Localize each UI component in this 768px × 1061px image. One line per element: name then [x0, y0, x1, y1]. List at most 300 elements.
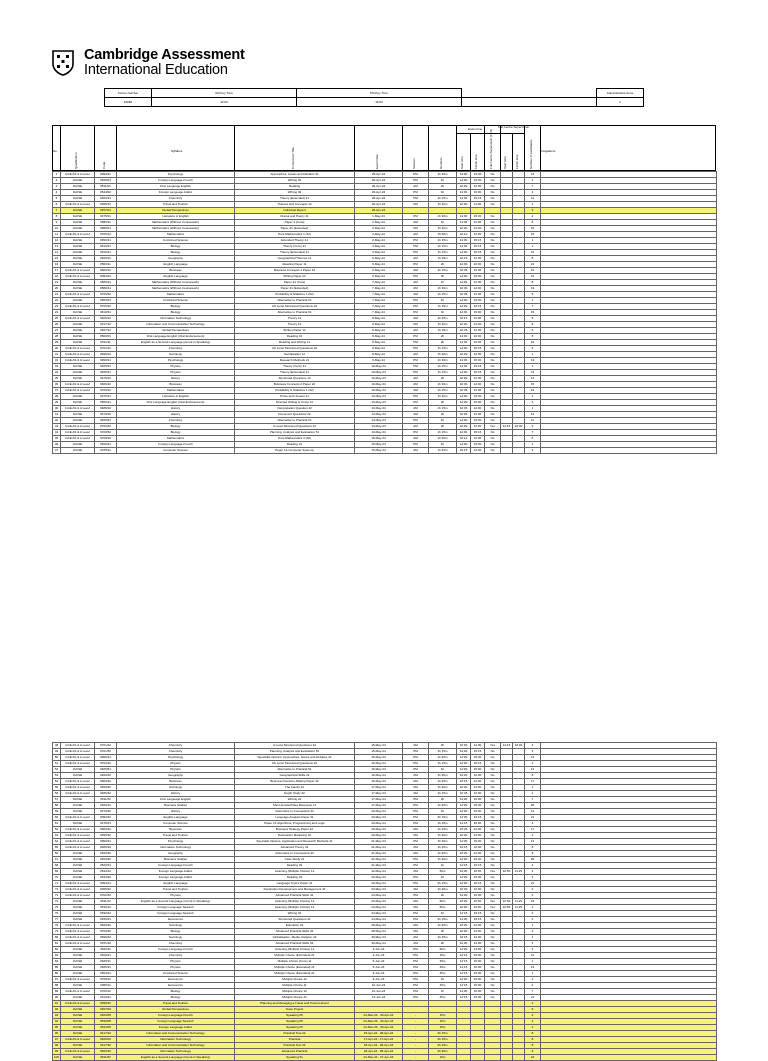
table-cell: 8-May-24	[355, 328, 403, 334]
table-cell: 7-May-24	[355, 280, 403, 286]
table-cell: Travel and Tourism	[117, 1001, 235, 1007]
table-cell: GCE AS & A Level	[61, 172, 95, 178]
table-cell: 92	[53, 1007, 61, 1013]
table-cell: 14	[525, 376, 541, 382]
table-cell: 0610/61	[95, 310, 117, 316]
table-cell: 22-May-24	[355, 881, 403, 887]
table-cell: 10:15	[457, 316, 471, 322]
table-cell: No	[485, 352, 501, 358]
table-row	[53, 448, 717, 454]
table-cell: IGCSE	[61, 376, 95, 382]
table-cell: 13	[525, 172, 541, 178]
admin-zone-label: Administrative Zone	[597, 89, 644, 98]
table-row	[53, 1055, 717, 1061]
table-cell: AM	[403, 448, 429, 454]
table-cell: 1h	[429, 989, 457, 995]
table-cell: 3	[525, 743, 541, 749]
table-cell: IGCSE	[61, 310, 95, 316]
table-cell: 1	[525, 364, 541, 370]
table-cell: 30-May-24	[355, 941, 403, 947]
table-cell: AM	[403, 791, 429, 797]
table-cell: Literature in English	[117, 214, 235, 220]
table-cell: 98	[53, 1043, 61, 1049]
table-cell: Business Decision-Making Paper 32	[235, 779, 355, 785]
table-cell: 48	[53, 743, 61, 749]
table-cell: -	[403, 1043, 429, 1049]
table-cell: 0520/21	[95, 442, 117, 448]
table-cell: 33	[53, 364, 61, 370]
table-cell: Chemistry	[117, 743, 235, 749]
table-cell: PM	[403, 875, 429, 881]
table-cell: 2h 15m	[429, 1031, 457, 1037]
table-cell: 0544/05	[95, 1025, 117, 1031]
table-cell: 12:00	[471, 941, 485, 947]
column-header-5: Exam Date	[375, 154, 379, 169]
table-cell: 15	[525, 382, 541, 388]
table-cell: 1h 30m	[429, 394, 457, 400]
table-cell: 1h 30m	[429, 172, 457, 178]
table-cell: 62	[53, 827, 61, 833]
table-cell: A Level Structured Questions 42	[235, 424, 355, 430]
table-cell: 14:00	[457, 250, 471, 256]
table-cell: 10:45	[457, 292, 471, 298]
table-cell: Specialist Options: Application and Research Methods 31	[235, 839, 355, 845]
table-cell: PM	[403, 244, 429, 250]
table-cell: 0460/12	[95, 256, 117, 262]
table-cell: 18-Apr-24 - 28-Apr-24	[355, 1049, 403, 1055]
table-cell: 10:30	[457, 833, 471, 839]
table-cell: IGCSE	[61, 226, 95, 232]
table-cell: 2	[525, 1025, 541, 1031]
table-cell: 55	[53, 785, 61, 791]
table-cell: 3	[525, 749, 541, 755]
table-cell: AM	[403, 869, 429, 875]
table-cell: Advanced Practical Skills 32	[235, 929, 355, 935]
table-cell: Reading 32	[235, 863, 355, 869]
table-cell: 12:00	[471, 851, 485, 857]
table-cell: GCE AS & A Level	[61, 274, 95, 280]
table-cell: 0460/42	[95, 851, 117, 857]
table-cell: English as a Second Language (Count-in Speaking)	[117, 899, 235, 905]
table-cell: 83	[53, 953, 61, 959]
table-cell: 14:00	[457, 400, 471, 406]
table-cell: 20-May-24	[355, 821, 403, 827]
table-cell: Listening (Multiple Choice) 11	[235, 947, 355, 953]
table-cell: No	[485, 400, 501, 406]
table-cell: A Level Structured Questions 42	[235, 743, 355, 749]
table-cell: 84	[53, 959, 61, 965]
table-cell: 2h	[429, 797, 457, 803]
table-cell: 12:00	[471, 328, 485, 334]
table-cell: 2	[525, 190, 541, 196]
table-cell: First Language English	[117, 184, 235, 190]
table-cell: 10:00	[457, 869, 471, 875]
table-cell: PM	[403, 400, 429, 406]
table-cell: Physics	[117, 761, 235, 767]
table-cell: No	[485, 274, 501, 280]
table-cell: 64	[53, 839, 61, 845]
table-cell: 50m	[429, 947, 457, 953]
table-cell: IGCSE	[61, 412, 95, 418]
table-cell: Business	[117, 382, 235, 388]
table-cell	[513, 448, 525, 454]
table-cell: IGCSE	[61, 334, 95, 340]
table-cell: AM	[403, 286, 429, 292]
table-cell: Theory 12	[235, 322, 355, 328]
table-cell: 01-Mar-24 - 30-Apr-24	[355, 1025, 403, 1031]
table-cell: 85	[53, 965, 61, 971]
table-cell: 15-May-24	[355, 743, 403, 749]
table-cell: 1h	[429, 767, 457, 773]
table-cell: 25-Apr-24	[355, 172, 403, 178]
table-cell: 34	[53, 370, 61, 376]
table-cell: 11	[525, 953, 541, 959]
table-cell: Paper 1A Computer Systems	[235, 448, 355, 454]
table-cell: Listening (Multiple Choice) 12	[235, 869, 355, 875]
table-cell: IGCSE	[61, 238, 95, 244]
table-cell: 10:00	[457, 899, 471, 905]
table-cell	[513, 1055, 525, 1061]
table-cell: 12:00	[471, 382, 485, 388]
table-cell: GCE AS & A Level	[61, 388, 95, 394]
table-cell: 9702/42	[95, 893, 117, 899]
table-cell: AM	[403, 322, 429, 328]
table-cell: 1h	[429, 442, 457, 448]
table-cell: 01-Mar-24 - 30-Apr-24	[355, 1019, 403, 1025]
table-cell: 10:50	[471, 869, 485, 875]
table-cell: PM	[403, 214, 429, 220]
table-cell: 2	[525, 887, 541, 893]
table-cell: 15:15	[471, 304, 485, 310]
table-cell: Yes	[485, 905, 501, 911]
table-cell: Physics	[117, 893, 235, 899]
table-cell: 78	[53, 923, 61, 929]
table-cell: 15:15	[471, 761, 485, 767]
table-cell: 01-Mar-24 - 30-Apr-24	[355, 1013, 403, 1019]
table-cell: 2	[525, 1019, 541, 1025]
table-cell: 1h 30m	[429, 923, 457, 929]
table-cell: No	[485, 839, 501, 845]
column-header-3: Syllabus	[171, 149, 183, 153]
table-cell: 6	[525, 929, 541, 935]
table-cell: 1h	[429, 809, 457, 815]
table-cell: 16-May-24	[355, 779, 403, 785]
table-cell: 50m	[429, 869, 457, 875]
table-cell: IGCSE	[61, 1007, 95, 1013]
column-header	[52, 125, 716, 171]
table-cell: IGCSE	[61, 1025, 95, 1031]
table-cell: 16	[53, 262, 61, 268]
table-cell: 79	[53, 929, 61, 935]
table-cell: Foreign Language Spanish	[117, 905, 235, 911]
table-cell: 9699/32	[95, 923, 117, 929]
table-cell: 1	[525, 406, 541, 412]
table-cell: Probability & Statistics 1 (52)	[235, 292, 355, 298]
table-cell: 94	[53, 1019, 61, 1025]
table-cell: 12:00	[471, 791, 485, 797]
table-cell: Alternative to Practical 61	[235, 298, 355, 304]
table-cell: No	[485, 448, 501, 454]
am-key-time-label: AM Key Time	[152, 89, 297, 98]
table-cell: No	[485, 791, 501, 797]
table-cell: Research Methods 21	[235, 358, 355, 364]
table-cell: 37	[53, 388, 61, 394]
table-cell: Chemistry	[117, 941, 235, 947]
table-cell: 5-Jun-24	[355, 959, 403, 965]
table-cell: 7-May-24	[355, 310, 403, 316]
table-cell: 8	[525, 220, 541, 226]
table-cell: 14:00	[457, 418, 471, 424]
am-key-time-value: 12:00	[152, 98, 297, 107]
table-cell: 18	[53, 274, 61, 280]
table-cell: 7	[525, 430, 541, 436]
table-cell: 2	[525, 202, 541, 208]
table-cell: 14:00	[457, 178, 471, 184]
table-cell: AM	[403, 785, 429, 791]
table-cell: 16:00	[471, 340, 485, 346]
table-cell: 9700/42	[95, 424, 117, 430]
table-cell: Alternative to Practical 61	[235, 418, 355, 424]
table-cell: AM	[403, 202, 429, 208]
table-cell: Pure Mathematics 3 (32)	[235, 436, 355, 442]
table-cell: 26	[525, 803, 541, 809]
table-cell	[485, 1055, 501, 1061]
table-cell: Paper 31 (Core)	[235, 280, 355, 286]
table-cell: 16-May-24	[355, 761, 403, 767]
table-cell: GCE AS & A Level	[61, 232, 95, 238]
table-cell: 1h	[429, 977, 457, 983]
table-cell: PM	[403, 989, 429, 995]
table-cell: 10:30	[457, 773, 471, 779]
column-header-2: Code	[102, 161, 106, 169]
table-cell: 0580/41	[95, 286, 117, 292]
table-cell: 19	[525, 388, 541, 394]
table-cell: 10:00	[457, 184, 471, 190]
table-cell: 15:00	[471, 178, 485, 184]
table-cell: 50m	[429, 899, 457, 905]
table-cell: No	[485, 178, 501, 184]
table-cell: 12:00	[471, 256, 485, 262]
table-cell: GCE AS & A Level	[61, 406, 95, 412]
table-cell: 1h 15m	[429, 304, 457, 310]
table-cell: 2	[525, 893, 541, 899]
table-cell: Reading Paper 11	[235, 262, 355, 268]
table-cell: 9609/42	[95, 827, 117, 833]
table-cell: 15:30	[471, 358, 485, 364]
table-cell: PM	[403, 815, 429, 821]
table-cell: 8-May-24	[355, 334, 403, 340]
table-cell: No	[485, 418, 501, 424]
table-cell: Advanced Practical Skills 42	[235, 893, 355, 899]
table-cell: AM	[403, 887, 429, 893]
table-cell: 3-May-24	[355, 244, 403, 250]
table-cell: 1h 15m	[429, 238, 457, 244]
table-cell: PM	[403, 172, 429, 178]
table-cell: 50	[53, 755, 61, 761]
table-cell: 3	[53, 184, 61, 190]
table-cell: 12:00	[471, 743, 485, 749]
table-cell: 13-May-24	[355, 406, 403, 412]
table-cell: Economics	[117, 917, 235, 923]
table-cell: 93	[53, 1013, 61, 1019]
table-cell: Foreign Language French	[117, 1013, 235, 1019]
table-cell: 8	[525, 280, 541, 286]
table-cell: 4	[525, 863, 541, 869]
table-cell: 24-May-24	[355, 905, 403, 911]
table-cell: 10-Jun-24	[355, 983, 403, 989]
table-cell: 12:00	[471, 292, 485, 298]
table-cell: Mathematics (Without Coursework)	[117, 220, 235, 226]
table-cell: Individual Report	[235, 208, 355, 214]
table-cell: 58	[53, 803, 61, 809]
table-cell: 0610/31	[95, 244, 117, 250]
table-cell: 9709/32	[95, 436, 117, 442]
table-cell: No	[485, 172, 501, 178]
table-cell: 0457/01	[95, 208, 117, 214]
table-cell: 12:00	[471, 220, 485, 226]
table-cell: 15:00	[471, 298, 485, 304]
table-cell: Biology	[117, 310, 235, 316]
table-cell: 14:00	[457, 262, 471, 268]
table-cell: No	[485, 953, 501, 959]
table-cell: 15:00	[471, 875, 485, 881]
table-cell: Socialisation 12	[235, 352, 355, 358]
table-cell: 19	[525, 1055, 541, 1061]
table-cell: GCE AS & A Level	[61, 346, 95, 352]
table-cell: 14	[53, 250, 61, 256]
table-cell: 26	[53, 322, 61, 328]
table-cell: No	[485, 773, 501, 779]
table-cell: 21	[525, 262, 541, 268]
table-cell: 17-May-24	[355, 785, 403, 791]
table-cell: 1h	[429, 190, 457, 196]
table-cell: GCE AS & A Level	[61, 833, 95, 839]
table-cell: 1	[525, 244, 541, 250]
table-cell: Prose and Unseen 21	[235, 394, 355, 400]
column-header-9: Finish time	[474, 154, 478, 169]
table-cell: 9990/21	[95, 358, 117, 364]
table-cell: No	[485, 202, 501, 208]
table-cell: No	[485, 220, 501, 226]
table-cell: 21-May-24	[355, 845, 403, 851]
table-cell: Theory (Extended) 41	[235, 250, 355, 256]
table-cell: Short Answer/Data Response 11	[235, 803, 355, 809]
table-cell: 0457/12	[95, 328, 117, 334]
table-cell: 99	[53, 1049, 61, 1055]
table-cell: 1	[525, 791, 541, 797]
table-cell: 90	[53, 995, 61, 1001]
table-cell: IGCSE	[61, 190, 95, 196]
table-cell: Multiple Choice 12	[235, 977, 355, 983]
table-cell: AM	[403, 184, 429, 190]
column-header-10: Full Centre Supervision (FCS)	[489, 128, 493, 169]
table-cell: 11:00	[457, 280, 471, 286]
table-cell: No	[485, 376, 501, 382]
table-cell: 45	[53, 436, 61, 442]
table-cell: AM	[403, 226, 429, 232]
table-cell: AM	[403, 328, 429, 334]
table-cell: 30	[53, 346, 61, 352]
table-cell: 7	[525, 989, 541, 995]
table-cell: 10:50	[471, 905, 485, 911]
table-cell: GCE AS & A Level	[61, 352, 95, 358]
table-cell: PM	[403, 364, 429, 370]
table-cell: 2	[525, 214, 541, 220]
table-cell: No	[485, 412, 501, 418]
table-cell: 0450/22	[95, 857, 117, 863]
table-cell: Reading and Writing 11	[235, 340, 355, 346]
table-cell: Reading	[235, 184, 355, 190]
table-cell: 14:00	[457, 310, 471, 316]
table-cell: PM	[403, 965, 429, 971]
table-cell: 1h 15m	[429, 827, 457, 833]
table-cell: GCE AS & A Level	[61, 743, 95, 749]
table-cell: 9093/32	[95, 815, 117, 821]
table-cell: 2	[525, 905, 541, 911]
table-cell: 29	[53, 340, 61, 346]
crest-icon	[52, 50, 74, 76]
table-cell: 12:00	[471, 406, 485, 412]
table-cell: 0500/11	[95, 262, 117, 268]
table-cell: GCE AS & A Level	[61, 1049, 95, 1055]
table-cell: Paper 1 (Core)	[235, 220, 355, 226]
table-cell: 15m	[429, 1019, 457, 1025]
table-cell: Mathematics (Without Coursework)	[117, 280, 235, 286]
table-cell: AM	[403, 406, 429, 412]
table-cell: Computer Science	[117, 448, 235, 454]
table-cell: 1h 15m	[429, 791, 457, 797]
table-cell: PM	[403, 358, 429, 364]
table-cell: 14:00	[457, 989, 471, 995]
table-cell: PM	[403, 262, 429, 268]
table-cell: English as a Second Language (Count-in Speaking)	[117, 340, 235, 346]
table-cell: AM	[403, 436, 429, 442]
table-cell: No	[485, 845, 501, 851]
table-cell: Multiple Choice (Core) 11	[235, 959, 355, 965]
table-cell: 60	[53, 815, 61, 821]
table-cell: 14:00	[457, 394, 471, 400]
table-cell: 4	[525, 442, 541, 448]
table-cell: 9395/32	[95, 833, 117, 839]
table-cell: Reading 32	[235, 875, 355, 881]
table-cell: 12:00	[471, 833, 485, 839]
table-cell: 14:15	[457, 821, 471, 827]
table-cell: 2	[525, 1001, 541, 1007]
table-cell: 15-May-24	[355, 442, 403, 448]
table-cell: AM	[403, 779, 429, 785]
table-cell: 1h 15m	[429, 250, 457, 256]
table-cell: No	[485, 809, 501, 815]
table-cell: No	[485, 875, 501, 881]
table-cell: 4	[53, 190, 61, 196]
table-cell: Language Topics Paper 41	[235, 881, 355, 887]
table-cell: 3	[525, 941, 541, 947]
table-cell: GCE AS & A Level	[61, 1001, 95, 1007]
table-cell: No	[485, 923, 501, 929]
table-cell: 21	[525, 274, 541, 280]
table-cell: 9701/52	[95, 749, 117, 755]
table-cell: Speaking 05	[235, 1025, 355, 1031]
table-cell: 9395/22	[95, 1001, 117, 1007]
table-cell: PM	[403, 304, 429, 310]
table-cell: 2	[525, 869, 541, 875]
table-cell: Global Perspectives	[117, 208, 235, 214]
table-cell: PM	[403, 977, 429, 983]
table-cell: 8	[525, 851, 541, 857]
table-cell: 12:00	[471, 935, 485, 941]
table-cell: 14:15	[457, 995, 471, 1001]
table-cell: 9700/12	[95, 989, 117, 995]
